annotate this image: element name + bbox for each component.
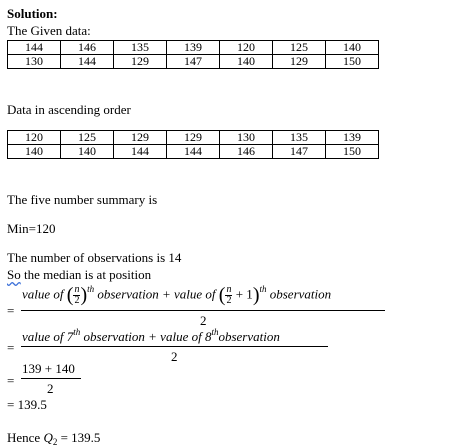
median-position-text: the median is at position (20, 267, 152, 282)
table-row (8, 131, 379, 145)
q-symbol: Q (43, 430, 53, 445)
formula-text: observation + value of (94, 286, 219, 302)
table-cell: 146 (61, 41, 114, 55)
solution-heading: Solution: (7, 6, 58, 21)
formula-1-numerator (22, 284, 331, 307)
hence-text: Hence (7, 430, 44, 445)
n-over-2: $\frac{n}{2}$ (226, 284, 232, 306)
right-paren-icon: ) (252, 284, 260, 306)
table-cell: 140 (61, 145, 114, 159)
right-paren-icon: ) (80, 284, 88, 306)
table-cell: 130 (8, 55, 61, 69)
spellcheck-word: So (7, 267, 21, 282)
formula-2-numerator (22, 329, 280, 345)
median-position-line (7, 267, 151, 282)
fraction-bar (21, 346, 328, 347)
formula-1-denominator: 2 (200, 313, 207, 328)
left-paren-icon: ( (218, 284, 226, 306)
table-cell: 125 (61, 131, 114, 145)
table-cell: 135 (114, 41, 167, 55)
table-cell: 129 (273, 55, 326, 69)
ascending-data-table (7, 130, 379, 159)
ascending-label: Data in ascending order (7, 102, 131, 117)
result-line: = 139.5 (7, 397, 47, 412)
table-cell: 125 (273, 41, 326, 55)
plus-one: + 1 (232, 286, 253, 302)
given-data-table (7, 40, 379, 69)
superscript-th: th (73, 327, 81, 337)
observations-line: The number of observations is 14 (7, 250, 182, 265)
table-cell: 139 (326, 131, 379, 145)
table-cell: 144 (8, 41, 61, 55)
table-cell: 140 (326, 41, 379, 55)
formula-text: observation + value of 8 (80, 329, 212, 344)
fraction-bar (21, 378, 81, 379)
hence-line (7, 430, 100, 447)
superscript-th: th (211, 327, 219, 337)
table-cell: 120 (8, 131, 61, 145)
q-subscript: 2 (52, 437, 58, 447)
table-row (8, 145, 379, 159)
table-cell: 144 (61, 55, 114, 69)
superscript-th: th (87, 284, 95, 295)
min-line: Min=120 (7, 221, 56, 236)
table-cell: 150 (326, 145, 379, 159)
table-cell: 150 (326, 55, 379, 69)
formula-2-denominator: 2 (171, 349, 178, 364)
table-row (8, 41, 379, 55)
formula-1-equals: = (7, 303, 15, 318)
table-cell: 144 (114, 145, 167, 159)
n-over-2: $\frac{n}{2}$ (74, 284, 80, 306)
formula-text: value of 7 (22, 329, 74, 344)
table-cell: 129 (114, 131, 167, 145)
formula-2-equals: = (7, 340, 15, 355)
table-cell: 130 (220, 131, 273, 145)
formula-text: value of (22, 286, 67, 302)
hence-value: = 139.5 (57, 430, 101, 445)
left-paren-icon: ( (66, 284, 74, 306)
given-data-label: The Given data: (7, 23, 91, 38)
table-cell: 140 (8, 145, 61, 159)
five-number-label: The five number summary is (7, 192, 158, 207)
table-cell: 146 (220, 145, 273, 159)
fraction-bar (21, 310, 385, 311)
formula-3-equals: = (7, 373, 15, 388)
table-cell: 129 (114, 55, 167, 69)
formula-3-numerator: 139 + 140 (22, 361, 75, 376)
formula-3-denominator: 2 (47, 381, 54, 396)
formula-text: observation (218, 329, 280, 344)
table-cell: 139 (167, 41, 220, 55)
table-cell: 120 (220, 41, 273, 55)
table-cell: 147 (273, 145, 326, 159)
table-cell: 144 (167, 145, 220, 159)
formula-text: observation (266, 286, 332, 302)
table-cell: 147 (167, 55, 220, 69)
table-cell: 140 (220, 55, 273, 69)
table-cell: 129 (167, 131, 220, 145)
superscript-th: th (259, 284, 267, 295)
table-row (8, 55, 379, 69)
table-cell: 135 (273, 131, 326, 145)
